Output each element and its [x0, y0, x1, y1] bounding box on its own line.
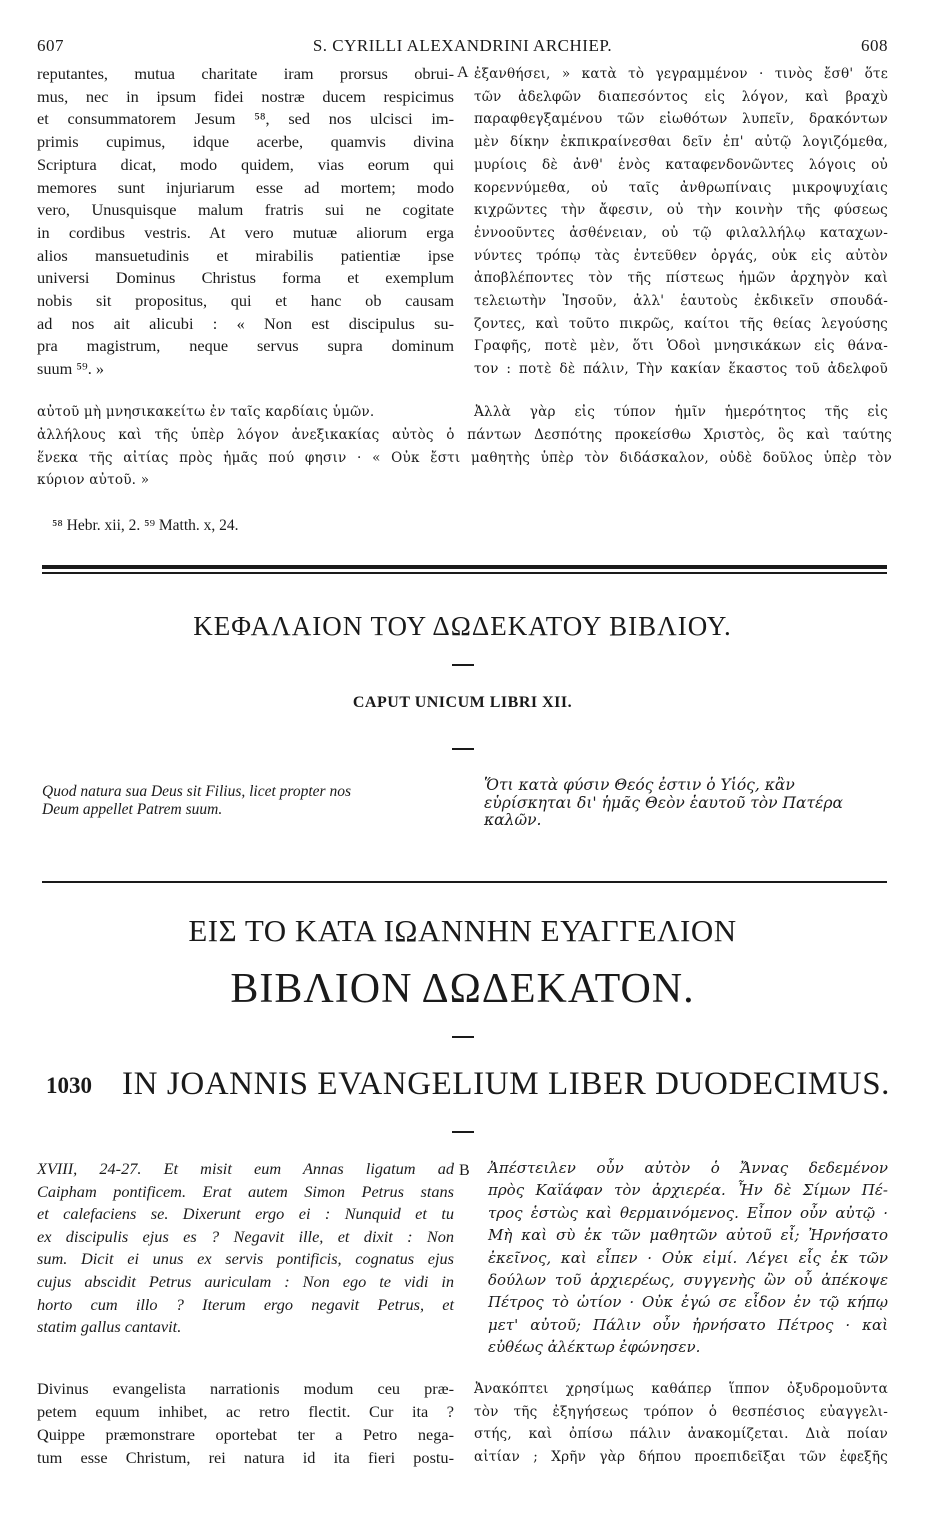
- greek-wide-line: ἕνεκα τῆς αἰτίας πρὸς ἡμᾶς πού φησιν · « Οὐκ ἔστι μαθητὴς ὑπὲρ τὸν διδάσκαλον, οὐδὲ δοῦλος ὑπὲρ τὸν: [37, 449, 892, 466]
- latin-body: [37, 1377, 454, 1469]
- heading-dash: [452, 664, 474, 666]
- lemma-line: ex discipulis ejus es ? Negavit ille, et dixit : Non: [37, 1226, 454, 1246]
- summary-line: Ὅτι κατὰ φύσιν Θεός ἐστιν ὁ Υἱός, κἂν: [484, 776, 795, 794]
- margin-marker-b: B: [459, 1162, 470, 1179]
- column-number: 1030: [46, 1073, 92, 1098]
- body-line: Divinus evangelista narrationis modum ceu præ-: [37, 1379, 454, 1398]
- summary-line: καλῶν.: [484, 811, 542, 829]
- latin-line: ad nos ait alicubi : « Non est discipulus su-: [37, 313, 454, 333]
- body-line: αἰτίαν ; Χρῆν γὰρ δήπου προεπιδεῖξαι τῶν ἐφεξῆς: [474, 1448, 888, 1465]
- top-latin-column: [37, 63, 454, 381]
- greek-wide-block: [37, 424, 892, 492]
- lemma-line: Πέτρος τὸ ὠτίον · Οὐκ ἐγώ σε εἶδον ἐν τῷ κήπῳ: [488, 1293, 888, 1312]
- latin-line: nobis sit propositus, qui et hanc ob causam: [37, 291, 454, 311]
- running-title: S. CYRILLI ALEXANDRINI ARCHIEP.: [312, 36, 613, 55]
- lemma-line: Μὴ καὶ σὺ ἐκ τῶν μαθητῶν αὐτοῦ εἶ; Ἠρνήσατο: [488, 1226, 888, 1245]
- section-rule: [42, 881, 887, 883]
- latin-line: pra magistrum, neque servus supra dominum: [37, 336, 454, 356]
- chapter-latin-heading: CAPUT UNICUM LIBRI XII.: [352, 694, 573, 711]
- greek-line: τον : ποτὲ δὲ πάλιν, Τὴν κακίαν ἕκαστος τοῦ ἀδελφοῦ: [474, 361, 888, 378]
- lemma-line: πρὸς Καϊάφαν τὸν ἀρχιερέα. Ἦν δὲ Σίμων Πέ-: [488, 1181, 888, 1200]
- latin-line: vero, Unusquisque malum fratris sui ne cogitate: [37, 200, 454, 220]
- top-greek-column: [474, 63, 888, 381]
- greek-line: Γραφῆς, ποτὲ μὲν, ὅτι Ὁδοὶ μνησικάκων εἰς θάνα-: [474, 338, 888, 355]
- greek-line: ἐξανθήσει, » κατὰ τὸ γεγραμμένον · τινὸς ἔσθ' ὅτε: [474, 66, 888, 82]
- lemma-line: XVIII, 24-27. Et misit eum Annas ligatum ad: [37, 1159, 454, 1178]
- lemma-line: Ἀπέστειλεν οὖν αὐτὸν ὁ Ἄννας δεδεμένον: [488, 1159, 888, 1177]
- body-line: petem equum inhibet, ac retro flectit. Cur ita ?: [37, 1402, 454, 1421]
- section-rule-thick: [42, 565, 887, 569]
- latin-summary: [42, 783, 452, 819]
- latin-line: Scriptura dicat, modo quidem, vias eorum qui: [37, 154, 454, 174]
- lemma-line: ἐκεῖνος, καὶ εἶπεν · Οὐκ εἰμί. Λέγει εἷς ἐκ τῶν: [488, 1248, 888, 1267]
- summary-line: Quod natura sua Deus sit Filius, licet propter nos: [42, 783, 351, 800]
- lemma-line: μετ' αὐτοῦ; Πάλιν οὖν ἠρνήσατο Πέτρος · καὶ: [488, 1315, 888, 1334]
- greek-line: κορεννύμεθα, οὐ ταῖς ἀνθρωπίναις μικροψυχίαις: [474, 179, 888, 196]
- greek-wide-first-right: Ἀλλὰ γὰρ εἰς τύπον ἡμῖν ἡμερότητος τῆς εἰς: [474, 404, 888, 420]
- lemma-line: εὐθέως ἀλέκτωρ ἐφώνησεν.: [488, 1338, 701, 1357]
- latin-lemma: [37, 1158, 454, 1339]
- heading-dash: [452, 748, 474, 750]
- body-line: Ἀνακόπτει χρησίμως καθάπερ ἵππον ὀξυδρομοῦντα: [474, 1381, 888, 1397]
- section-rule-thin: [42, 572, 887, 574]
- latin-line: alios mansuetudinis et mirabilis patientiæ ipse: [37, 245, 454, 265]
- footnotes: ⁵⁸ Hebr. xii, 2. ⁵⁹ Matth. x, 24.: [52, 517, 239, 534]
- heading-dash: [452, 1131, 474, 1133]
- heading-dash: [452, 1036, 474, 1038]
- greek-wide-first-left: αὐτοῦ μὴ μνησικακείτω ἐν ταῖς καρδίαις ὑμῶν.: [37, 404, 375, 420]
- greek-line: ἐννοοῦντες ἀσθένειαν, οὐ τῷ φιλαλλήλῳ καταχων-: [474, 224, 888, 241]
- page-number-right: 608: [861, 36, 888, 55]
- book-greek-title-1: ΕΙΣ ΤΟ ΚΑΤΑ ΙΩΑΝΝΗΝ ΕΥΑΓΓΕΛΙΟΝ: [188, 913, 737, 948]
- greek-line: ζοντες, καὶ τοῦτο πικρῶς, καίτοι τῆς θείας λεγούσης: [474, 315, 888, 332]
- body-line: tum esse Christum, rei natura id ita fieri postu-: [37, 1448, 454, 1467]
- greek-line: ἀποβλέποντες τὸν τῆς πίστεως ἡμῶν ἀρχηγὸν καὶ: [474, 270, 888, 287]
- latin-line: memores sunt injuriarum esse ad mortem; modo: [37, 177, 454, 197]
- lemma-line: cujus abscidit Petrus auriculam : Non ego te vidi in: [37, 1271, 454, 1291]
- lemma-line: statim gallus cantavit.: [37, 1317, 182, 1337]
- lemma-line: τρος ἑστὼς καὶ θερμαινόμενος. Εἶπον οὖν αὐτῷ ·: [488, 1203, 888, 1222]
- margin-marker-a: A: [457, 64, 469, 81]
- chapter-greek-heading: ΚΕΦΑΛΑΙΟΝ ΤΟΥ ΔΩΔΕΚΑΤΟΥ ΒΙΒΛΙΟΥ.: [193, 611, 732, 641]
- greek-line: μυρίοις δὲ ἀνθ' ἑνὸς καταφενδονῶντες λόγοις οὐ: [474, 156, 888, 173]
- body-line: Quippe præmonstrare oportebat ter a Petro nega-: [37, 1425, 454, 1444]
- greek-wide-line: ἀλλήλους καὶ τῆς ὑπὲρ λόγον ἀνεξικακίας αὐτὸς ὁ πάντων Δεσπότης προκείσθω Χριστὸς, ὃς καὶ ταύτης: [37, 427, 892, 443]
- summary-line: Deum appellet Patrem suum.: [42, 801, 223, 818]
- latin-line: reputantes, mutua charitate iram prorsus obrui-: [37, 64, 454, 83]
- lemma-line: Caipham pontificem. Erat autem Simon Petrus stans: [37, 1181, 454, 1201]
- lemma-line: δούλων τοῦ ἀρχιερέως, συγγενὴς ὢν οὗ ἀπέκοψε: [488, 1271, 888, 1290]
- body-line: στής, καὶ ὀπίσω πάλιν ἀνακομίζεται. Διὰ ποίαν: [474, 1426, 888, 1442]
- lemma-line: sum. Dicit ei unus ex servis pontificis, cognatus ejus: [37, 1249, 454, 1269]
- greek-line: τῶν ἀδελφῶν διαπεσόντος εἰς λόγον, καὶ βραχὺ: [474, 88, 888, 105]
- greek-summary: [484, 777, 888, 830]
- summary-line: εὑρίσκηται δι' ἡμᾶς Θεὸν ἑαυτοῦ τὸν Πατέρα: [484, 793, 843, 812]
- latin-line: universi Dominus Christus forma et exemplum: [37, 268, 454, 288]
- book-latin-title: IN JOANNIS EVANGELIUM LIBER DUODECIMUS.: [122, 1066, 891, 1102]
- latin-line: in cordibus vestris. At vero mutuæ aliorum erga: [37, 222, 454, 242]
- greek-line: τελειωτὴν Ἰησοῦν, ἀλλ' ἑαυτοὺς ἐκδικεῖν σπουδά-: [474, 293, 888, 310]
- page-number-left: 607: [37, 36, 64, 55]
- latin-line: et consummatorem Jesum ⁵⁸, sed nos ulcisci im-: [37, 109, 454, 129]
- book-greek-title-2: ΒΙΒΛΙΟΝ ΔΩΔΕΚΑΤΟΝ.: [230, 966, 695, 1012]
- greek-line: μὲν δίκην ἐκπικραίνεσθαι δεῖν ἐπ' αὐτῷ λογιζόμεθα,: [474, 134, 888, 151]
- greek-line: παραφθεγξαμένου τῶν εἰωθότων λυπεῖν, δρακόντων: [474, 111, 888, 128]
- greek-body: [474, 1378, 888, 1468]
- greek-line: κιχρῶντες τὴν ἄφεσιν, οὐ τὴν κοινὴν τῆς φύσεως: [474, 202, 888, 219]
- latin-line: primis cupimus, idque acerbe, quamvis divina: [37, 132, 454, 152]
- lemma-line: et calefaciens se. Dixerunt ergo ei : Nunquid et tu: [37, 1204, 454, 1224]
- greek-wide-line: κύριον αὐτοῦ. »: [37, 472, 150, 488]
- latin-line: mus, nec in ipsum fidei nostræ ducem respicimus: [37, 86, 454, 106]
- greek-line: νύντες τρόπῳ τὰς ἐντεῦθεν ὀργάς, οὐκ εἰς αὐτὸν: [474, 247, 888, 264]
- greek-lemma: [488, 1157, 888, 1359]
- body-line: τὸν τῆς ἐξηγήσεως τρόπον ὁ θεσπέσιος εὐαγγελι-: [474, 1403, 888, 1420]
- latin-line: suum ⁵⁹. »: [37, 359, 104, 379]
- lemma-line: horto cum illo ? Iterum ergo negavit Petrus, et: [37, 1294, 454, 1314]
